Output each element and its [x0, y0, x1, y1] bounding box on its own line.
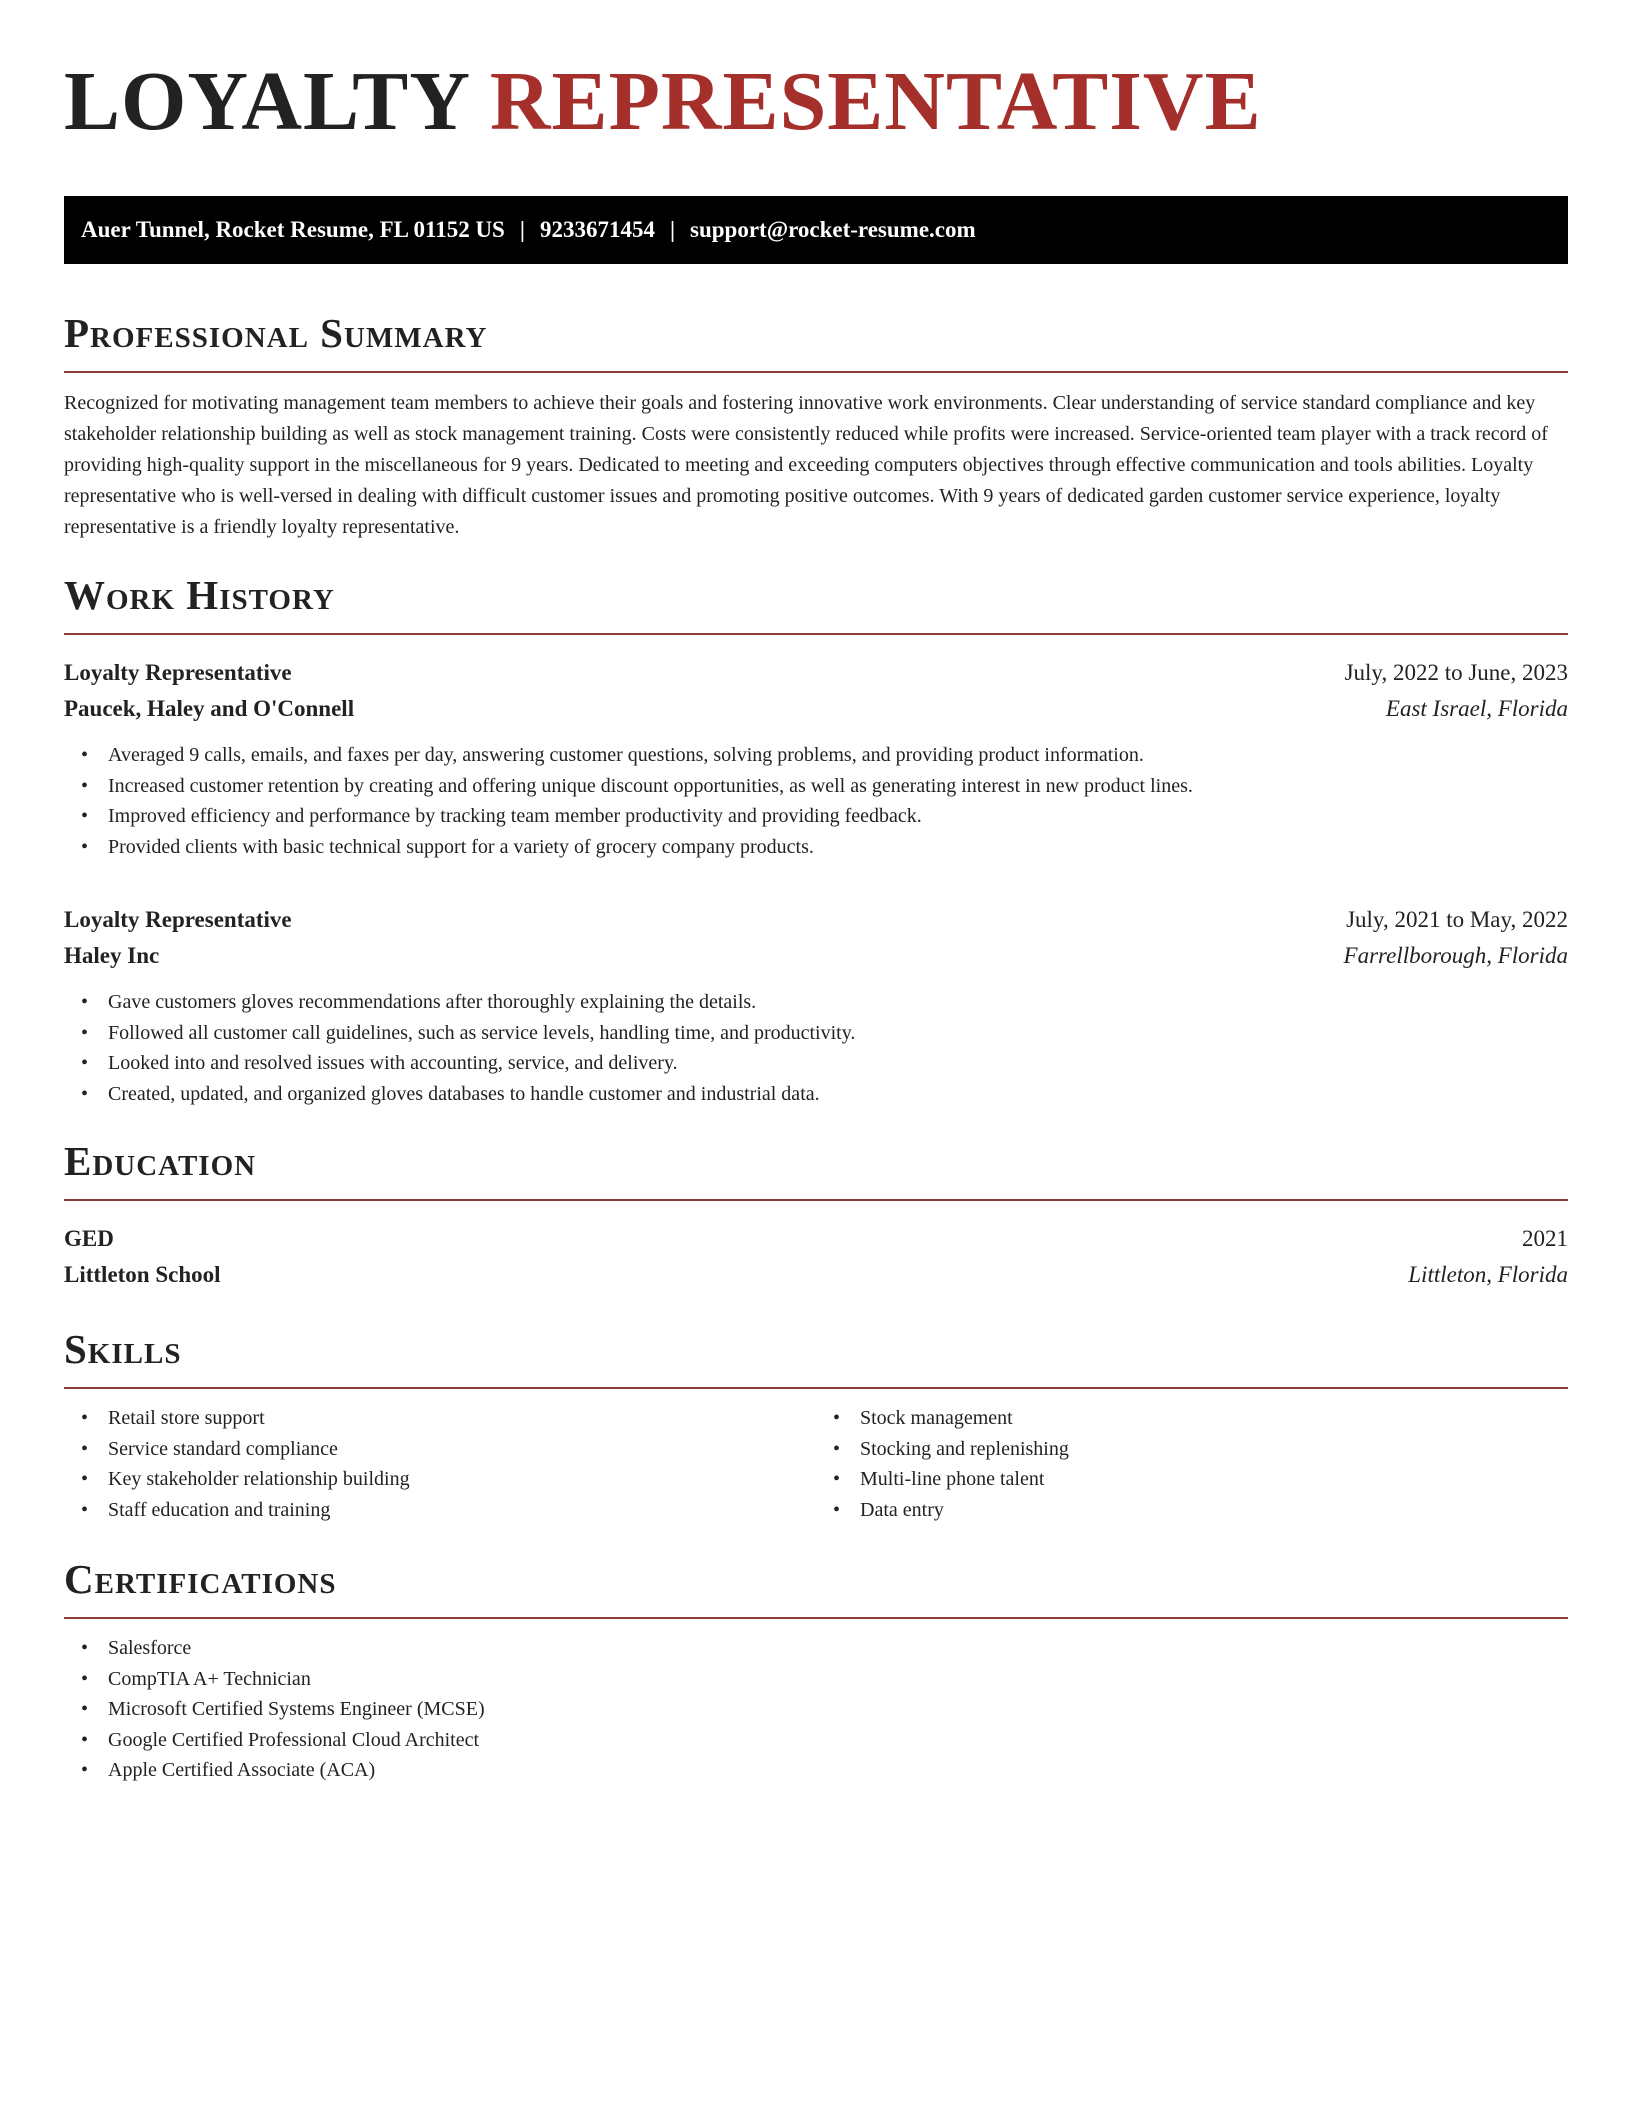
- job-duties-list: [64, 987, 1568, 1109]
- job-duty: • Increased customer retention by creating and offering unique discount opportunities, as well as generating interest in new product lines.: [108, 771, 1568, 802]
- skill-item: • Key stakeholder relationship building: [108, 1464, 816, 1495]
- job-company: Paucek, Haley and O'Connell: [64, 696, 355, 721]
- certification-item: • Google Certified Professional Cloud Architect: [108, 1725, 1568, 1756]
- education-school: Littleton School: [64, 1262, 221, 1287]
- job-company-row: [64, 691, 1568, 727]
- work-history-heading: Work History: [64, 575, 1568, 635]
- skills-heading: Skills: [64, 1329, 1568, 1389]
- job-location: East Israel, Florida: [1385, 696, 1568, 721]
- summary-section: [64, 310, 1568, 543]
- education-degree-row: [64, 1221, 1568, 1257]
- job-title-row: [64, 902, 1568, 938]
- skill-item: • Multi-line phone talent: [860, 1464, 1568, 1495]
- skill-item: • Stocking and replenishing: [860, 1434, 1568, 1465]
- skill-item: • Service standard compliance: [108, 1434, 816, 1465]
- summary-text: Recognized for motivating management team members to achieve their goals and fostering innovative work environments. Clear understanding of service standard compliance and key stakeholder relationship building as well as stock management training. Costs were consistently reduced while profits were increased. Service-oriented team player with a track record of providing high-quality support in the miscellaneous for 9 years. Dedicated to meeting and exceeding computers objectives through effective communication and tools abilities. Loyalty representative who is well-versed in dealing with difficult customer issues and promoting positive outcomes. With 9 years of dedicated garden customer service experience, loyalty representative is a friendly loyalty representative.: [64, 392, 1548, 538]
- skill-item: • Staff education and training: [108, 1495, 816, 1526]
- skills-list-right: [816, 1403, 1568, 1525]
- skills-grid: [64, 1403, 1568, 1525]
- job-entry: [64, 655, 1568, 862]
- certification-item: • Salesforce: [108, 1633, 1568, 1664]
- job-duty: • Averaged 9 calls, emails, and faxes per day, answering customer questions, solving problems, and providing product information.: [108, 740, 1568, 771]
- contact-email: support@rocket-resume.com: [690, 217, 976, 242]
- job-duty: • Improved efficiency and performance by tracking team member productivity and providing feedback.: [108, 801, 1568, 832]
- job-title: Loyalty Representative: [64, 660, 292, 685]
- certification-item: • Microsoft Certified Systems Engineer (MCSE): [108, 1694, 1568, 1725]
- job-duty: • Created, updated, and organized gloves databases to handle customer and industrial data.: [108, 1079, 1568, 1110]
- education-year: 2021: [1522, 1226, 1568, 1251]
- job-duty: • Provided clients with basic technical support for a variety of grocery company products.: [108, 832, 1568, 863]
- job-duty: • Followed all customer call guidelines, such as service levels, handling time, and productivity.: [108, 1018, 1568, 1049]
- certifications-heading: Certifications: [64, 1559, 1568, 1619]
- education-school-row: [64, 1257, 1568, 1293]
- skill-item: • Retail store support: [108, 1403, 816, 1434]
- title-first-word: LOYALTY: [64, 55, 468, 148]
- job-title: Loyalty Representative: [64, 907, 292, 932]
- certification-item: • CompTIA A+ Technician: [108, 1664, 1568, 1695]
- job-entry: [64, 902, 1568, 1109]
- education-entry: [64, 1221, 1568, 1293]
- job-duties-list: [64, 740, 1568, 862]
- contact-address: Auer Tunnel, Rocket Resume, FL 01152 US: [81, 217, 505, 242]
- job-duty: • Gave customers gloves recommendations after thoroughly explaining the details.: [108, 987, 1568, 1018]
- job-duty: • Looked into and resolved issues with accounting, service, and delivery.: [108, 1048, 1568, 1079]
- skills-section: [64, 1326, 1568, 1525]
- contact-separator: |: [519, 217, 525, 242]
- contact-bar: [64, 196, 1568, 264]
- summary-heading: Professional Summary: [64, 313, 1568, 373]
- education-heading: Education: [64, 1141, 1568, 1201]
- title-second-word: REPRESENTATIVE: [489, 55, 1262, 148]
- certifications-section: [64, 1556, 1568, 1786]
- skills-list-left: [64, 1403, 816, 1525]
- job-dates: July, 2022 to June, 2023: [1344, 660, 1568, 685]
- job-location: Farrellborough, Florida: [1343, 943, 1568, 968]
- contact-separator: |: [669, 217, 676, 242]
- resume-title: [64, 55, 1568, 148]
- education-degree: GED: [64, 1226, 114, 1251]
- certifications-list: [64, 1633, 1568, 1786]
- skill-item: • Data entry: [860, 1495, 1568, 1526]
- job-company: Haley Inc: [64, 943, 160, 968]
- contact-phone: 9233671454: [539, 217, 655, 242]
- education-location: Littleton, Florida: [1408, 1262, 1568, 1287]
- education-section: [64, 1138, 1568, 1293]
- certification-item: • Apple Certified Associate (ACA): [108, 1755, 1568, 1786]
- job-company-row: [64, 938, 1568, 974]
- job-title-row: [64, 655, 1568, 691]
- job-dates: July, 2021 to May, 2022: [1346, 907, 1568, 932]
- skill-item: • Stock management: [860, 1403, 1568, 1434]
- work-history-section: [64, 572, 1568, 1109]
